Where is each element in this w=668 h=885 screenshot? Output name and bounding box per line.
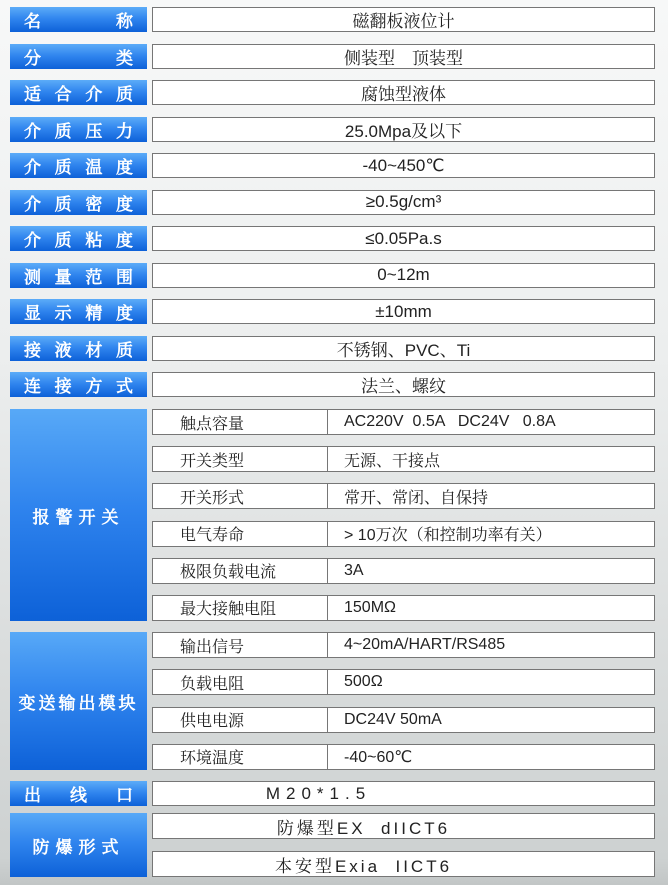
row-viscosity-value: ≤0.05Pa.s [152,226,655,251]
row-wetted-material-value: 不锈钢、PVC、Ti [152,336,655,361]
subrow-limit-load-current: 极限负载电流 3A [152,558,655,584]
subrow-load-resistance: 负载电阻 500Ω [152,669,655,695]
row-category-value: 侧装型 顶装型 [152,44,655,69]
row-pressure-label: 介质压力 [10,117,147,142]
row-medium [10,80,668,105]
row-viscosity-label: 介质粘度 [10,226,147,251]
row-wetted-material-label: 接液材质 [10,336,147,361]
row-temperature-value: -40~450℃ [152,153,655,178]
row-connection-value: 法兰、螺纹 [152,372,655,397]
row-cable-outlet-value: M20*1.5 [152,781,655,806]
row-density-label: 介质密度 [10,190,147,215]
group-alarm-switch-label: 报警开关 [10,409,147,621]
row-name-value: 磁翻板液位计 [152,7,655,32]
row-wetted-material [10,336,668,361]
row-accuracy-value: ±10mm [152,299,655,324]
row-cable-outlet [10,781,668,806]
group-alarm-switch-rows [152,409,655,621]
row-range-value: 0~12m [152,263,655,288]
row-density [10,190,668,215]
subrow-output-signal: 输出信号 4~20mA/HART/RS485 [152,632,655,658]
row-accuracy-label: 显示精度 [10,299,147,324]
row-range [10,263,668,288]
row-pressure [10,117,668,142]
row-name [10,7,668,32]
row-accuracy [10,299,668,324]
row-connection-label: 连接方式 [10,372,147,397]
row-category-label: 分类 [10,44,147,69]
group-alarm-switch [10,409,668,621]
subrow-max-contact-resistance: 最大接触电阻 150MΩ [152,595,655,621]
row-name-label: 名称 [10,7,147,32]
group-transmitter-module [10,632,668,770]
group-explosion-proof [10,813,668,877]
row-medium-label: 适合介质 [10,80,147,105]
group-transmitter-module-rows [152,632,655,770]
subrow-electrical-life: 电气寿命 > 10万次（和控制功率有关） [152,521,655,547]
row-range-label: 测量范围 [10,263,147,288]
row-pressure-value: 25.0Mpa及以下 [152,117,655,142]
group-transmitter-module-label: 变送输出模块 [10,632,147,770]
row-viscosity [10,226,668,251]
subrow-power-supply: 供电电源 DC24V 50mA [152,707,655,733]
row-density-value: ≥0.5g/cm³ [152,190,655,215]
group-explosion-proof-label: 防爆形式 [10,813,147,877]
subrow-intrinsically-safe: 本安型Exia IICT6 [152,851,655,877]
subrow-contact-capacity: 触点容量 AC220V 0.5A DC24V 0.8A [152,409,655,435]
row-cable-outlet-label: 出线口 [10,781,147,806]
row-temperature-label: 介质温度 [10,153,147,178]
row-category [10,44,668,69]
subrow-switch-form: 开关形式 常开、常闭、自保持 [152,483,655,509]
group-explosion-proof-rows [152,813,655,877]
subrow-ambient-temperature: 环境温度 -40~60℃ [152,744,655,770]
row-temperature [10,153,668,178]
subrow-explosion-proof-ex: 防爆型EX dIICT6 [152,813,655,839]
subrow-switch-type: 开关类型 无源、干接点 [152,446,655,472]
row-connection [10,372,668,397]
row-medium-value: 腐蚀型液体 [152,80,655,105]
